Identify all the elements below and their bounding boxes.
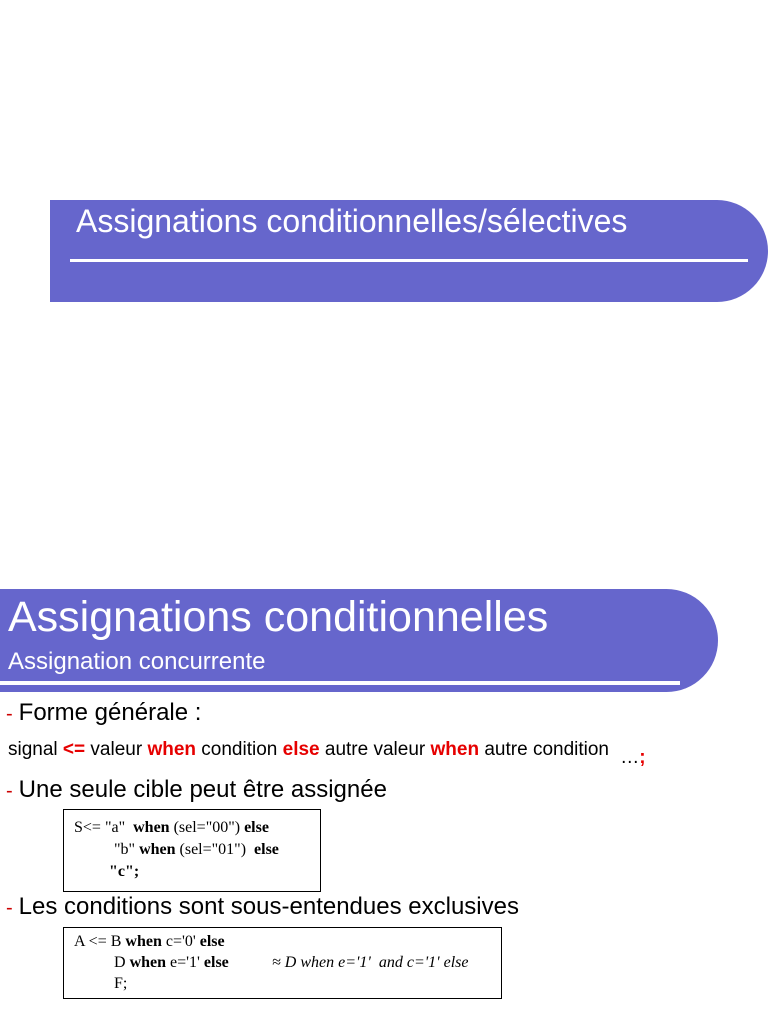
syntax-semicolon: ; [639, 747, 646, 768]
syntax-ellipsis [620, 747, 645, 768]
bullet-une-seule-cible [6, 776, 387, 804]
syntax-text: signal [8, 739, 63, 760]
code-text: (sel="00") [169, 819, 245, 836]
bullet-conditions-exclusives [6, 893, 519, 921]
bullet-text: Les conditions sont sous-entendues exclusives [18, 893, 519, 920]
slide2-title-banner [0, 589, 718, 692]
code-line [74, 819, 269, 837]
code-keyword: when [125, 933, 162, 950]
code-line [114, 841, 279, 859]
code-keyword: when [129, 954, 167, 971]
bullet-text: Une seule cible peut être assignée [18, 776, 387, 803]
ellipsis-text: … [620, 747, 640, 768]
syntax-text: condition [196, 739, 283, 760]
syntax-keyword: when [430, 739, 480, 760]
code-text: e='1' [166, 954, 204, 971]
slide1-title-underline [70, 259, 748, 262]
slide2-title: Assignations conditionnelles [8, 593, 549, 641]
bullet-dash: - [6, 897, 13, 919]
slide2-title-underline [0, 681, 680, 685]
syntax-text: autre valeur [319, 739, 431, 760]
code-keyword: when [139, 841, 176, 858]
bullet-dash: - [6, 780, 13, 802]
code-line [114, 975, 127, 993]
syntax-keyword: when [147, 739, 196, 760]
code-text: (sel="01") [175, 841, 255, 858]
slide1-title-banner [50, 200, 768, 302]
syntax-text: autre condition [479, 739, 615, 760]
code-example-2 [63, 927, 502, 999]
code-text: c='0' [161, 933, 200, 950]
code-keyword: when [133, 819, 170, 836]
syntax-text: valeur [85, 739, 148, 760]
syntax-keyword: <= [62, 739, 86, 760]
syntax-keyword: else [282, 739, 320, 760]
code-line [114, 954, 229, 972]
code-keyword: else [254, 841, 279, 858]
code-keyword: else [244, 819, 269, 836]
bullet-text: Forme générale : [18, 699, 202, 726]
code-equivalence-note: ≈ D when e='1' and c='1' else [272, 954, 469, 971]
slide1-title: Assignations conditionnelles/sélectives [76, 203, 628, 239]
code-text: "c"; [109, 863, 140, 880]
code-line [109, 863, 139, 881]
bullet-dash: - [6, 703, 13, 725]
syntax-line [8, 739, 646, 768]
code-text: A <= B [74, 933, 126, 950]
bullet-forme-generale [6, 699, 201, 727]
code-text: F; [114, 975, 128, 992]
code-line [74, 933, 225, 951]
code-example-1 [63, 809, 321, 892]
code-text: S<= "a" [74, 819, 134, 836]
slide2-subtitle: Assignation concurrente [8, 648, 266, 675]
code-keyword: else [203, 954, 229, 971]
code-text: D [114, 954, 130, 971]
code-keyword: else [199, 933, 225, 950]
code-text: "b" [114, 841, 140, 858]
